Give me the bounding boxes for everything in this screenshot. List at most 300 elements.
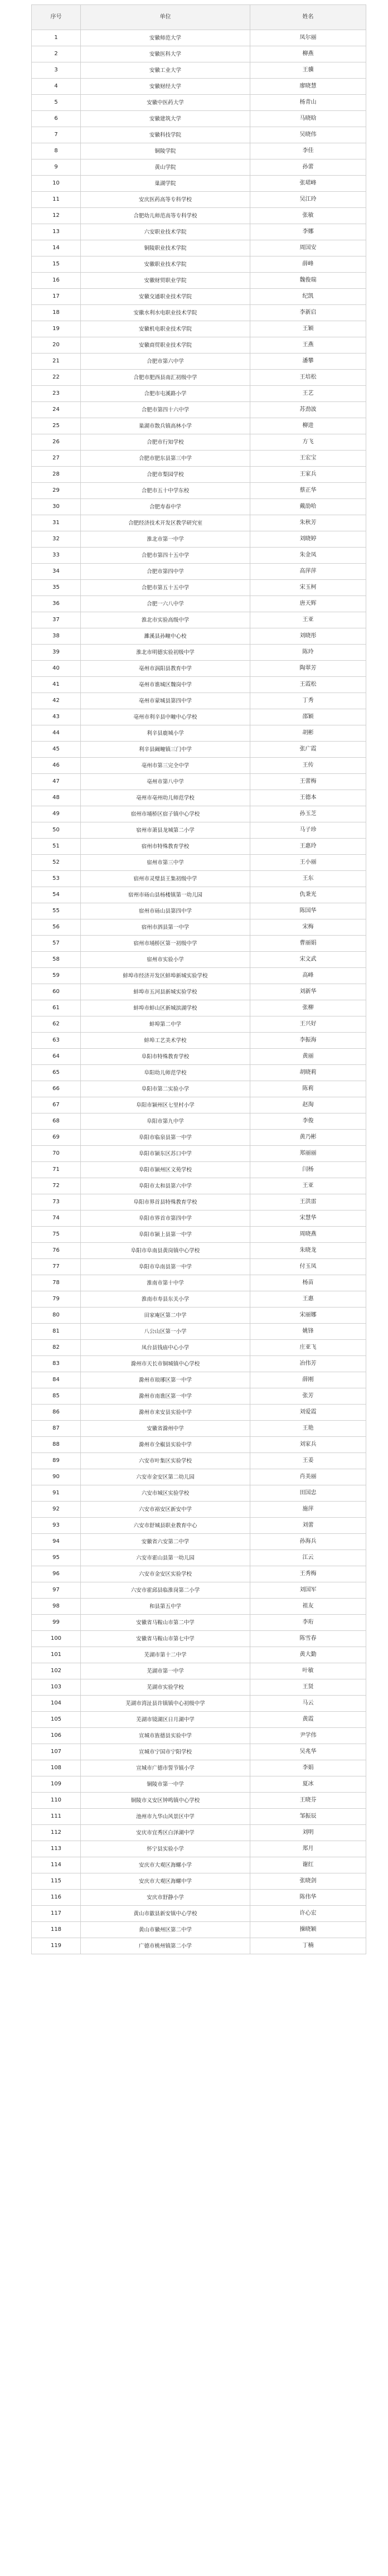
- table-row: [32, 1502, 366, 1518]
- row-index: 67: [32, 1097, 81, 1113]
- row-unit: 八公山区第一小学: [81, 1324, 250, 1340]
- table-row: [32, 596, 366, 612]
- row-index: 31: [32, 515, 81, 531]
- table-row: [32, 143, 366, 159]
- table-row: [32, 1259, 366, 1275]
- row-unit: 阜阳市太和县第六中学: [81, 1178, 250, 1194]
- row-unit: 安庆市舒静小学: [81, 1890, 250, 1906]
- table-row: [32, 1162, 366, 1178]
- row-unit: 安庆市宜秀区白泽湖中学: [81, 1825, 250, 1841]
- table-row: [32, 1388, 366, 1405]
- row-name: 付玉凤: [250, 1259, 366, 1275]
- row-index: 70: [32, 1146, 81, 1162]
- row-index: 30: [32, 499, 81, 515]
- row-name: 陈玲: [250, 645, 366, 661]
- table-row: [32, 1113, 366, 1130]
- row-name: 王东: [250, 871, 366, 887]
- row-unit: 阜阳市特殊教育学校: [81, 1049, 250, 1065]
- table-row: [32, 111, 366, 127]
- table-row: [32, 1938, 366, 1954]
- row-name: 王贤: [250, 1679, 366, 1696]
- table-row: [32, 467, 366, 483]
- row-name: 邹振辰: [250, 1809, 366, 1825]
- row-unit: 阜阳市颍东区苏口中学: [81, 1146, 250, 1162]
- table-row: [32, 742, 366, 758]
- row-name: 夏冰: [250, 1776, 366, 1793]
- table-row: [32, 1712, 366, 1728]
- row-index: 10: [32, 176, 81, 192]
- row-name: 宋文武: [250, 952, 366, 968]
- table-row: [32, 1518, 366, 1534]
- row-index: 99: [32, 1615, 81, 1631]
- row-name: 廖晓慧: [250, 79, 366, 95]
- row-unit: 安徽中医药大学: [81, 95, 250, 111]
- row-index: 95: [32, 1550, 81, 1566]
- row-index: 42: [32, 693, 81, 709]
- row-index: 22: [32, 370, 81, 386]
- row-index: 107: [32, 1744, 81, 1760]
- row-unit: 铜陵市义安区钟鸣镇中心学校: [81, 1793, 250, 1809]
- table-row: [32, 548, 366, 564]
- row-name: 丁秀: [250, 693, 366, 709]
- row-unit: 淮北市实验高级中学: [81, 612, 250, 628]
- row-name: 王兴好: [250, 1016, 366, 1033]
- row-name: 朱晓龙: [250, 1243, 366, 1259]
- row-index: 5: [32, 95, 81, 111]
- row-name: 潘攀: [250, 354, 366, 370]
- row-unit: 亳州市涡阳县教育中学: [81, 661, 250, 677]
- row-name: 苏劲波: [250, 402, 366, 418]
- table-row: [32, 1647, 366, 1663]
- row-index: 45: [32, 742, 81, 758]
- row-index: 61: [32, 1000, 81, 1016]
- table-row: [32, 1340, 366, 1356]
- row-index: 63: [32, 1033, 81, 1049]
- row-unit: 安徽职业技术学院: [81, 256, 250, 273]
- row-name: 宋梅: [250, 919, 366, 936]
- row-index: 8: [32, 143, 81, 159]
- table-row: [32, 564, 366, 580]
- row-unit: 合肥市肥东县第三中学: [81, 451, 250, 467]
- table-row: [32, 968, 366, 984]
- row-unit: 合肥幼儿师范高等专科学校: [81, 208, 250, 224]
- row-name: 周晓燕: [250, 1227, 366, 1243]
- row-unit: 安徽省马鞍山市第二中学: [81, 1615, 250, 1631]
- table-row: [32, 1324, 366, 1340]
- row-name: 叶敏: [250, 1663, 366, 1679]
- row-index: 34: [32, 564, 81, 580]
- row-index: 105: [32, 1712, 81, 1728]
- row-unit: 芜湖市第一中学: [81, 1663, 250, 1679]
- row-name: 王燕: [250, 337, 366, 354]
- row-index: 119: [32, 1938, 81, 1954]
- row-unit: 铜陵学院: [81, 143, 250, 159]
- row-name: 李珩: [250, 1615, 366, 1631]
- row-unit: 芜湖市湾沚县许镇镇中心初级中学: [81, 1696, 250, 1712]
- row-name: 邵颖: [250, 709, 366, 725]
- row-unit: 宿州市砀山县第四中学: [81, 903, 250, 919]
- row-unit: 滁州市全椒县实验中学: [81, 1437, 250, 1453]
- row-unit: 蚌埠市经济开发区蚌埠新城实验学校: [81, 968, 250, 984]
- row-index: 36: [32, 596, 81, 612]
- row-unit: 池州市九华山风景区中学: [81, 1809, 250, 1825]
- row-unit: 亳州市蒙城县第四中学: [81, 693, 250, 709]
- row-unit: 芜湖市第十二中学: [81, 1647, 250, 1663]
- row-index: 64: [32, 1049, 81, 1065]
- row-name: 胡晓莉: [250, 1065, 366, 1081]
- row-name: 施萍: [250, 1502, 366, 1518]
- row-name: 冶伟芳: [250, 1356, 366, 1372]
- row-name: 王蕾梅: [250, 774, 366, 790]
- table-row: [32, 370, 366, 386]
- table-row: [32, 451, 366, 467]
- table-row: [32, 1728, 366, 1744]
- table-row: [32, 1485, 366, 1502]
- row-name: 陈莉: [250, 1081, 366, 1097]
- row-index: 20: [32, 337, 81, 354]
- row-name: 许心宏: [250, 1906, 366, 1922]
- row-unit: 宿州市实验小学: [81, 952, 250, 968]
- row-index: 103: [32, 1679, 81, 1696]
- row-index: 3: [32, 62, 81, 79]
- row-index: 52: [32, 855, 81, 871]
- row-unit: 亳州市第三完全中学: [81, 758, 250, 774]
- row-unit: 六安职业技术学院: [81, 224, 250, 240]
- row-name: 黄乃彬: [250, 1130, 366, 1146]
- row-unit: 宿州市特殊教育学校: [81, 839, 250, 855]
- row-index: 56: [32, 919, 81, 936]
- row-unit: 安徽医科大学: [81, 46, 250, 62]
- row-index: 96: [32, 1566, 81, 1582]
- row-unit: 阜阳市界首市第四中学: [81, 1210, 250, 1227]
- row-name: 闫杨: [250, 1162, 366, 1178]
- row-name: 宋丽娜: [250, 1308, 366, 1324]
- row-name: 王宏宝: [250, 451, 366, 467]
- table-row: [32, 176, 366, 192]
- row-unit: 六安市金安区实验学校: [81, 1566, 250, 1582]
- table-row: [32, 822, 366, 839]
- row-name: 张柳: [250, 1000, 366, 1016]
- row-index: 92: [32, 1502, 81, 1518]
- row-unit: 安徽科技学院: [81, 127, 250, 143]
- row-unit: 黄山市歙县新安镇中心学校: [81, 1906, 250, 1922]
- row-name: 刘晓彤: [250, 628, 366, 645]
- table-row: [32, 95, 366, 111]
- row-name: 宋玉柯: [250, 580, 366, 596]
- row-unit: 合肥市屯溪路小学: [81, 386, 250, 402]
- row-name: 朱秋芳: [250, 515, 366, 531]
- row-unit: 安徽省六安第二中学: [81, 1534, 250, 1550]
- table-row: [32, 661, 366, 677]
- row-unit: 亳州市第八中学: [81, 774, 250, 790]
- row-index: 84: [32, 1372, 81, 1388]
- table-row: [32, 46, 366, 62]
- table-row: [32, 483, 366, 499]
- table-row: [32, 1793, 366, 1809]
- row-index: 106: [32, 1728, 81, 1744]
- row-unit: 宿州市埇桥区第一初级中学: [81, 936, 250, 952]
- row-unit: 利辛县鹿城小学: [81, 725, 250, 742]
- row-index: 59: [32, 968, 81, 984]
- row-index: 32: [32, 531, 81, 548]
- row-name: 陈雪春: [250, 1631, 366, 1647]
- table-row: [32, 224, 366, 240]
- table-row: [32, 984, 366, 1000]
- row-unit: 合肥市肥西县南汇初级中学: [81, 370, 250, 386]
- header-row: [32, 5, 366, 30]
- row-index: 83: [32, 1356, 81, 1372]
- header-name: 姓名: [250, 5, 366, 30]
- table-row: [32, 515, 366, 531]
- row-name: 王秀梅: [250, 1566, 366, 1582]
- table-row: [32, 612, 366, 628]
- row-index: 111: [32, 1809, 81, 1825]
- table-row: [32, 855, 366, 871]
- row-index: 68: [32, 1113, 81, 1130]
- row-name: 仇秉光: [250, 887, 366, 903]
- table-row: [32, 645, 366, 661]
- table-row: [32, 127, 366, 143]
- row-index: 25: [32, 418, 81, 434]
- row-index: 43: [32, 709, 81, 725]
- row-name: 刘国军: [250, 1582, 366, 1599]
- table-row: [32, 256, 366, 273]
- row-unit: 芜湖市镜湖区日月湖中学: [81, 1712, 250, 1728]
- row-unit: 合肥市梨园学校: [81, 467, 250, 483]
- row-index: 109: [32, 1776, 81, 1793]
- table-row: [32, 1469, 366, 1485]
- table-row: [32, 192, 366, 208]
- row-unit: 合肥一六八中学: [81, 596, 250, 612]
- table-row: [32, 289, 366, 305]
- row-index: 39: [32, 645, 81, 661]
- row-name: 柳燕: [250, 46, 366, 62]
- row-unit: 合肥经济技术开发区教学研究室: [81, 515, 250, 531]
- row-name: 柳进: [250, 418, 366, 434]
- row-unit: 合肥市第四十六中学: [81, 402, 250, 418]
- row-unit: 阜阳市第九中学: [81, 1113, 250, 1130]
- row-unit: 滁州市来安县实验中学: [81, 1405, 250, 1421]
- table-row: [32, 839, 366, 855]
- row-name: 高峰: [250, 968, 366, 984]
- row-unit: 滁州市琅琊区第一中学: [81, 1372, 250, 1388]
- table-row: [32, 159, 366, 176]
- row-name: 尹学伟: [250, 1728, 366, 1744]
- row-index: 24: [32, 402, 81, 418]
- row-name: 黄大勤: [250, 1647, 366, 1663]
- row-name: 马晓晗: [250, 111, 366, 127]
- row-index: 81: [32, 1324, 81, 1340]
- row-index: 76: [32, 1243, 81, 1259]
- row-name: 田国忠: [250, 1485, 366, 1502]
- row-index: 44: [32, 725, 81, 742]
- row-unit: 阜阳市临泉县第一中学: [81, 1130, 250, 1146]
- table-row: [32, 337, 366, 354]
- row-name: 张广霞: [250, 742, 366, 758]
- row-index: 110: [32, 1793, 81, 1809]
- row-name: 马子珍: [250, 822, 366, 839]
- table-row: [32, 1679, 366, 1696]
- table-row: [32, 580, 366, 596]
- row-unit: 蚌埠市五河县新城实验学校: [81, 984, 250, 1000]
- row-name: 王艺: [250, 386, 366, 402]
- row-unit: 安徽省马鞍山市第七中学: [81, 1631, 250, 1647]
- table-row: [32, 1760, 366, 1776]
- row-index: 90: [32, 1469, 81, 1485]
- row-name: 周国安: [250, 240, 366, 256]
- row-index: 69: [32, 1130, 81, 1146]
- row-name: 李振海: [250, 1033, 366, 1049]
- row-unit: 亳州市亳州幼儿师范学校: [81, 790, 250, 806]
- table-row: [32, 1243, 366, 1259]
- row-name: 黄霞: [250, 1712, 366, 1728]
- row-unit: 宿州市埇桥区宿子镇中心学校: [81, 806, 250, 822]
- row-index: 48: [32, 790, 81, 806]
- row-unit: 宣城市广德市誓节镇小学: [81, 1760, 250, 1776]
- row-name: 操晓颖: [250, 1922, 366, 1938]
- table-row: [32, 709, 366, 725]
- row-name: 吴晓伟: [250, 127, 366, 143]
- row-index: 79: [32, 1291, 81, 1308]
- row-unit: 安徽师范大学: [81, 30, 250, 46]
- row-name: 郑月: [250, 1841, 366, 1857]
- row-name: 刘明: [250, 1825, 366, 1841]
- table-row: [32, 1890, 366, 1906]
- table-row: [32, 1081, 366, 1097]
- row-unit: 淮南市寿县东关小学: [81, 1291, 250, 1308]
- row-name: 唐天辉: [250, 596, 366, 612]
- row-unit: 淮北市第一中学: [81, 531, 250, 548]
- row-index: 97: [32, 1582, 81, 1599]
- row-unit: 阜阳市阜南县第一中学: [81, 1259, 250, 1275]
- row-name: 王惠玲: [250, 839, 366, 855]
- row-name: 孙玉芝: [250, 806, 366, 822]
- table-row: [32, 1049, 366, 1065]
- table-row: [32, 919, 366, 936]
- row-name: 王霞松: [250, 677, 366, 693]
- row-index: 17: [32, 289, 81, 305]
- row-unit: 安徽交通职业技术学院: [81, 289, 250, 305]
- row-unit: 凤台县钱庙中心小学: [81, 1340, 250, 1356]
- row-unit: 亳州市谯城区魏岗中学: [81, 677, 250, 693]
- row-unit: 安徽财贸职业学院: [81, 273, 250, 289]
- row-name: 王姜: [250, 1453, 366, 1469]
- row-name: 王骥: [250, 62, 366, 79]
- row-unit: 巢湖学院: [81, 176, 250, 192]
- row-name: 陶翠芳: [250, 661, 366, 677]
- row-index: 13: [32, 224, 81, 240]
- table-row: [32, 1016, 366, 1033]
- row-index: 12: [32, 208, 81, 224]
- table-row: [32, 677, 366, 693]
- row-unit: 阜阳市颍州区文苑学校: [81, 1162, 250, 1178]
- table-row: [32, 1275, 366, 1291]
- table-row: [32, 1146, 366, 1162]
- table-body: [32, 30, 366, 1954]
- row-unit: 安徽建筑大学: [81, 111, 250, 127]
- row-unit: 宿州市泗县第一中学: [81, 919, 250, 936]
- row-index: 62: [32, 1016, 81, 1033]
- row-index: 85: [32, 1388, 81, 1405]
- table-row: [32, 1841, 366, 1857]
- row-name: 李俊: [250, 1113, 366, 1130]
- table-row: [32, 1291, 366, 1308]
- row-name: 郑丽丽: [250, 1146, 366, 1162]
- row-unit: 芜湖市实验学校: [81, 1679, 250, 1696]
- row-index: 28: [32, 467, 81, 483]
- row-name: 陈国华: [250, 903, 366, 919]
- table-row: [32, 30, 366, 46]
- row-name: 刘蕾: [250, 1518, 366, 1534]
- row-name: 孙海兵: [250, 1534, 366, 1550]
- row-index: 91: [32, 1485, 81, 1502]
- row-name: 江云: [250, 1550, 366, 1566]
- row-unit: 宿州市砀山县杨楼镇第一幼儿园: [81, 887, 250, 903]
- row-name: 王洪雷: [250, 1194, 366, 1210]
- row-index: 40: [32, 661, 81, 677]
- row-index: 14: [32, 240, 81, 256]
- row-index: 37: [32, 612, 81, 628]
- row-unit: 铜陵市第一中学: [81, 1776, 250, 1793]
- row-index: 118: [32, 1922, 81, 1938]
- row-name: 刘爱霞: [250, 1405, 366, 1421]
- row-unit: 巢湖市散兵镇高林小学: [81, 418, 250, 434]
- table-row: [32, 1776, 366, 1793]
- table-row: [32, 1065, 366, 1081]
- row-name: 王亚: [250, 1178, 366, 1194]
- row-unit: 合肥市第四中学: [81, 564, 250, 580]
- row-index: 41: [32, 677, 81, 693]
- row-unit: 阜阳市第二实验小学: [81, 1081, 250, 1097]
- table-row: [32, 1000, 366, 1016]
- table-row: [32, 1857, 366, 1873]
- table-row: [32, 1356, 366, 1372]
- row-index: 29: [32, 483, 81, 499]
- row-unit: 合肥市第四十五中学: [81, 548, 250, 564]
- row-name: 王培松: [250, 370, 366, 386]
- row-index: 18: [32, 305, 81, 321]
- table-row: [32, 1210, 366, 1227]
- row-name: 吴江玲: [250, 192, 366, 208]
- row-index: 88: [32, 1437, 81, 1453]
- row-index: 46: [32, 758, 81, 774]
- table-row: [32, 531, 366, 548]
- table-row: [32, 1178, 366, 1194]
- row-name: 张珺峰: [250, 176, 366, 192]
- table-row: [32, 1421, 366, 1437]
- table-row: [32, 871, 366, 887]
- row-index: 117: [32, 1906, 81, 1922]
- row-index: 49: [32, 806, 81, 822]
- row-name: 刘家兵: [250, 1437, 366, 1453]
- row-name: 王晓芬: [250, 1793, 366, 1809]
- row-index: 98: [32, 1599, 81, 1615]
- row-index: 55: [32, 903, 81, 919]
- row-unit: 六安市金安区第二幼儿园: [81, 1469, 250, 1485]
- row-index: 74: [32, 1210, 81, 1227]
- row-index: 11: [32, 192, 81, 208]
- data-table: [31, 4, 366, 1954]
- table-header: [32, 5, 366, 30]
- table-row: [32, 1308, 366, 1324]
- row-unit: 淮南市第十中学: [81, 1275, 250, 1291]
- row-index: 78: [32, 1275, 81, 1291]
- row-name: 魏俊瑞: [250, 273, 366, 289]
- row-index: 80: [32, 1308, 81, 1324]
- table-row: [32, 1599, 366, 1615]
- row-name: 张芳: [250, 1388, 366, 1405]
- row-name: 杨苗: [250, 1275, 366, 1291]
